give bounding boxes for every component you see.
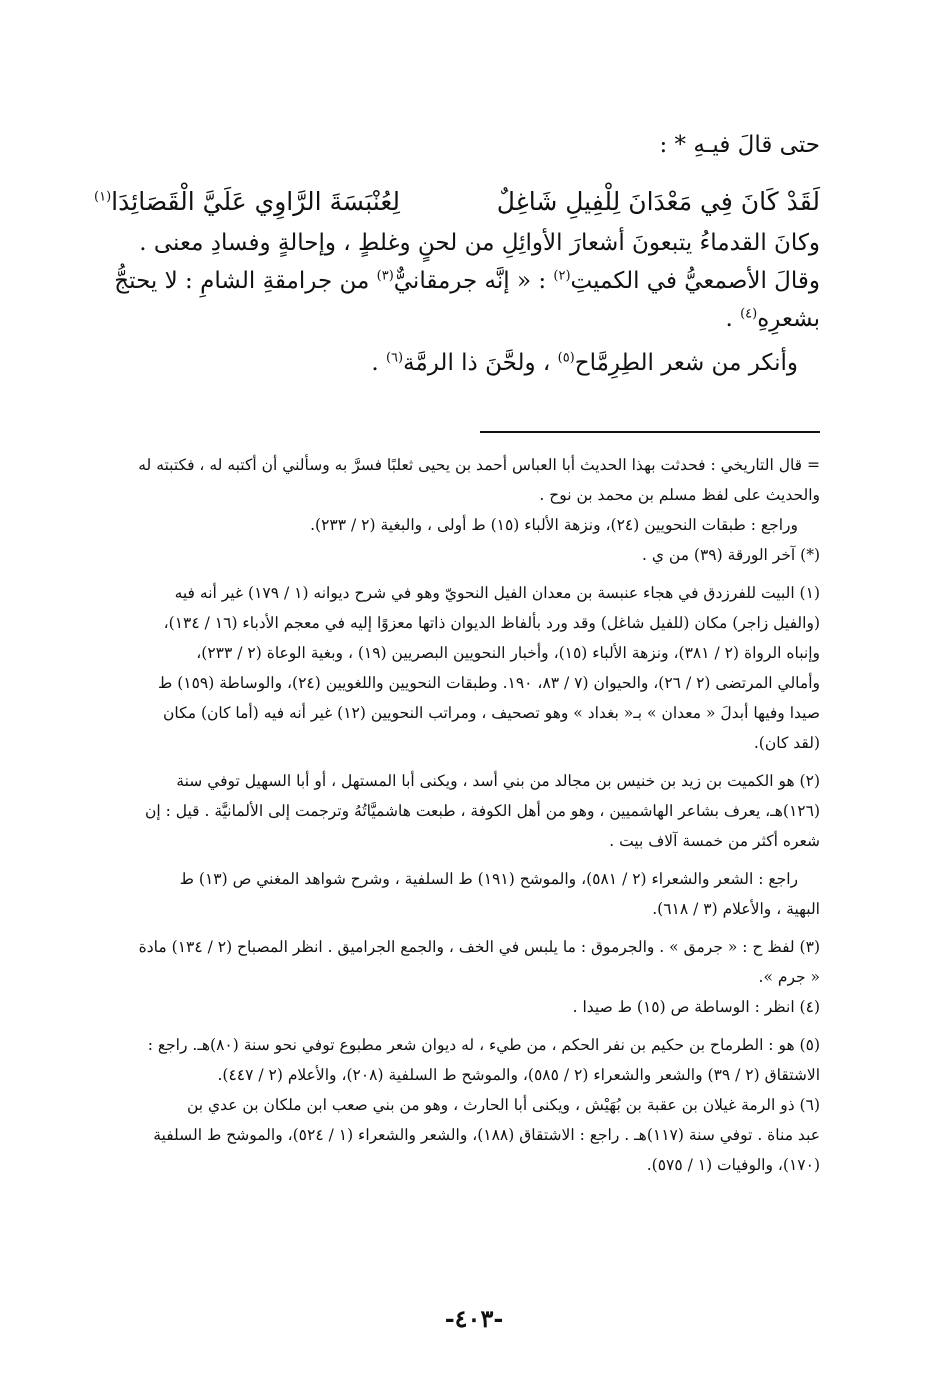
- footnote-ref-2: (٢): [553, 268, 571, 284]
- footnote-line: = قال التاريخي : فحدثت بهذا الحديث أبا العباس أحمد بن يحيى ثعلبًا فسرَّ به وسألني أن أكتبه له ، فكتبته له: [138, 456, 820, 474]
- footnotes: [70, 450, 820, 1180]
- paragraph-ancients: وكانَ القدماءُ يتبعونَ أشعارَ الأوائِلِ من لحنٍ وغلطٍ ، وإحالةٍ وفسادِ معنى .: [139, 230, 820, 256]
- footnote-ref-6: (٦): [385, 350, 404, 366]
- page-number: -٤٠٣-: [444, 1304, 504, 1333]
- footnote-line: (١٧٠)، والوفيات (١ / ٥٧٥).: [646, 1156, 820, 1174]
- footnote-line: (٢) هو الكميت بن زيد بن خنيس بن مجالد من بني أسد ، ويكنى أبا المستهل ، أو أبا السهيل توفي سنة: [176, 772, 820, 790]
- footnote-line: (١٢٦)هـ، يعرف بشاعر الهاشميين ، وهو من أهل الكوفة ، طبعت هاشميَّاتُهُ وترجمت إلى الألمانيَّة . قيل : إن: [144, 802, 820, 820]
- footnote-line: راجع : الشعر والشعراء (٢ / ٥٨١)، والموشح (١٩١) ط السلفية ، وشرح شواهد المغني ص (١٣) ط: [179, 870, 798, 888]
- footnote-line: (١) البيت للفرزدق في هجاء عنبسة بن معدان الفيل النحويّ وهو في شرح ديوانه (١ / ١٧٩) غير أنه فيه: [174, 584, 820, 602]
- paragraph-tirimmah: وأنكر من شعر الطِرِمَّاح$^{(٥)}$ ، ولحَّنَ ذا الرمَّة$^{(٦)}$ .: [371, 350, 798, 376]
- footnote-line: (٣) لفظ ح : « جرمق » . والجرموق : ما يلبس في الخف ، والجمع الجراميق . انظر المصباح (٢ / ١٣٤) مادة: [138, 938, 820, 956]
- footnote-line: وإنباه الرواة (٢ / ٣٨١)، ونزهة الألباء (١٥)، وأخبار النحويين البصريين (١٩) ، وبغية الوعاة (٢ / ٢٣٣)،: [196, 644, 820, 662]
- footnote-line: البهية ، والأعلام (٣ / ٦١٨).: [652, 900, 820, 918]
- paragraph-asmai-cont: بشعرِهِ$^{(٤)}$ .: [725, 306, 820, 332]
- footnote-ref-3: (٣): [376, 268, 394, 284]
- poetry-verse: [94, 182, 820, 222]
- footnote-line: صيدا وفيها أبدلَ « معدان » بـ« بغداد » وهو تصحيف ، ومراتب النحويين (١٢) غير أنه فيه (أما كان) مكان: [163, 704, 820, 722]
- footnote-line: شعره أكثر من خمسة آلاف بيت .: [609, 832, 820, 850]
- footnote-line: (لقد كان).: [753, 734, 820, 752]
- intro-line: حتى قالَ فيـهِ * :: [659, 132, 820, 158]
- footnote-ref-5: (٥): [557, 350, 575, 366]
- footnote-line: والحديث على لفظ مسلم بن محمد بن نوح .: [539, 486, 820, 504]
- footnote-ref-4: (٤): [740, 306, 758, 322]
- footnote-line: (٥) هو : الطرماح بن حكيم بن نفر الحكم ، من طيء ، له ديوان شعر مطبوع توفي نحو سنة (٨٠)هـ. راجع :: [147, 1036, 820, 1054]
- footnote-ref-1: (١): [94, 189, 112, 205]
- footnote-line: وأمالي المرتضى (٢ / ٢٦)، والحيوان (٧ / ٨٣، ١٩٠. وطبقات النحويين واللغويين (٢٤)، والوساطة (١٥٩) ط: [157, 674, 820, 692]
- footnote-line: (والفيل زاجر) مكان (للفيل شاغل) وقد ورد بألفاظ الديوان ذاتها معزوًا إليه في معجم الأدباء (١٦ / ١٣٤)،: [163, 614, 820, 632]
- footnote-separator: [480, 431, 820, 433]
- footnote-line: عبد مناة . توفي سنة (١١٧)هـ . راجع : الاشتقاق (١٨٨)، والشعر والشعراء (١ / ٥٢٤)، والموشح ط السلفية: [153, 1126, 820, 1144]
- paragraph-asmai: وقالَ الأصمعيُّ في الكميتِ$^{(٢)}$ : « إنَّه جرمقانيٌّ$^{(٣)}$ من جرامقةِ الشامِ : لا يحتجُّ: [114, 268, 820, 294]
- footnote-line: الاشتقاق (٢ / ٣٩) والشعر والشعراء (٢ / ٥٨٥)، والموشح ط السلفية (٢٠٨)، والأعلام (٢ / ٤٤٧).: [217, 1066, 820, 1084]
- verse-second-hemistich: لِعُنْبَسَةَ الرَّاوِي عَلَيَّ الْقَصَائِدَا$^{(١)}$: [94, 187, 400, 216]
- main-text-top: [70, 126, 820, 164]
- footnote-line: (*) آخر الورقة (٣٩) من ي .: [641, 546, 820, 564]
- footnote-line: (٤) انظر : الوساطة ص (١٥) ط صيدا .: [572, 998, 820, 1016]
- footnote-line: « جرم ».: [758, 968, 820, 986]
- footnote-line: (٦) ذو الرمة غيلان بن عقبة بن بُهَيْش ، ويكنى أبا الحارث ، وهو من بني صعب ابن ملكان بن عدي بن: [186, 1096, 820, 1114]
- verse-first-hemistich: لَقَدْ كَانَ فِي مَعْدَانَ لِلْفِيلِ شَاغِلٌ: [496, 187, 820, 216]
- footnote-line: وراجع : طبقات النحويين (٢٤)، ونزهة الألباء (١٥) ط أولى ، والبغية (٢ / ٢٣٣).: [310, 516, 798, 534]
- main-text-body: [70, 224, 820, 382]
